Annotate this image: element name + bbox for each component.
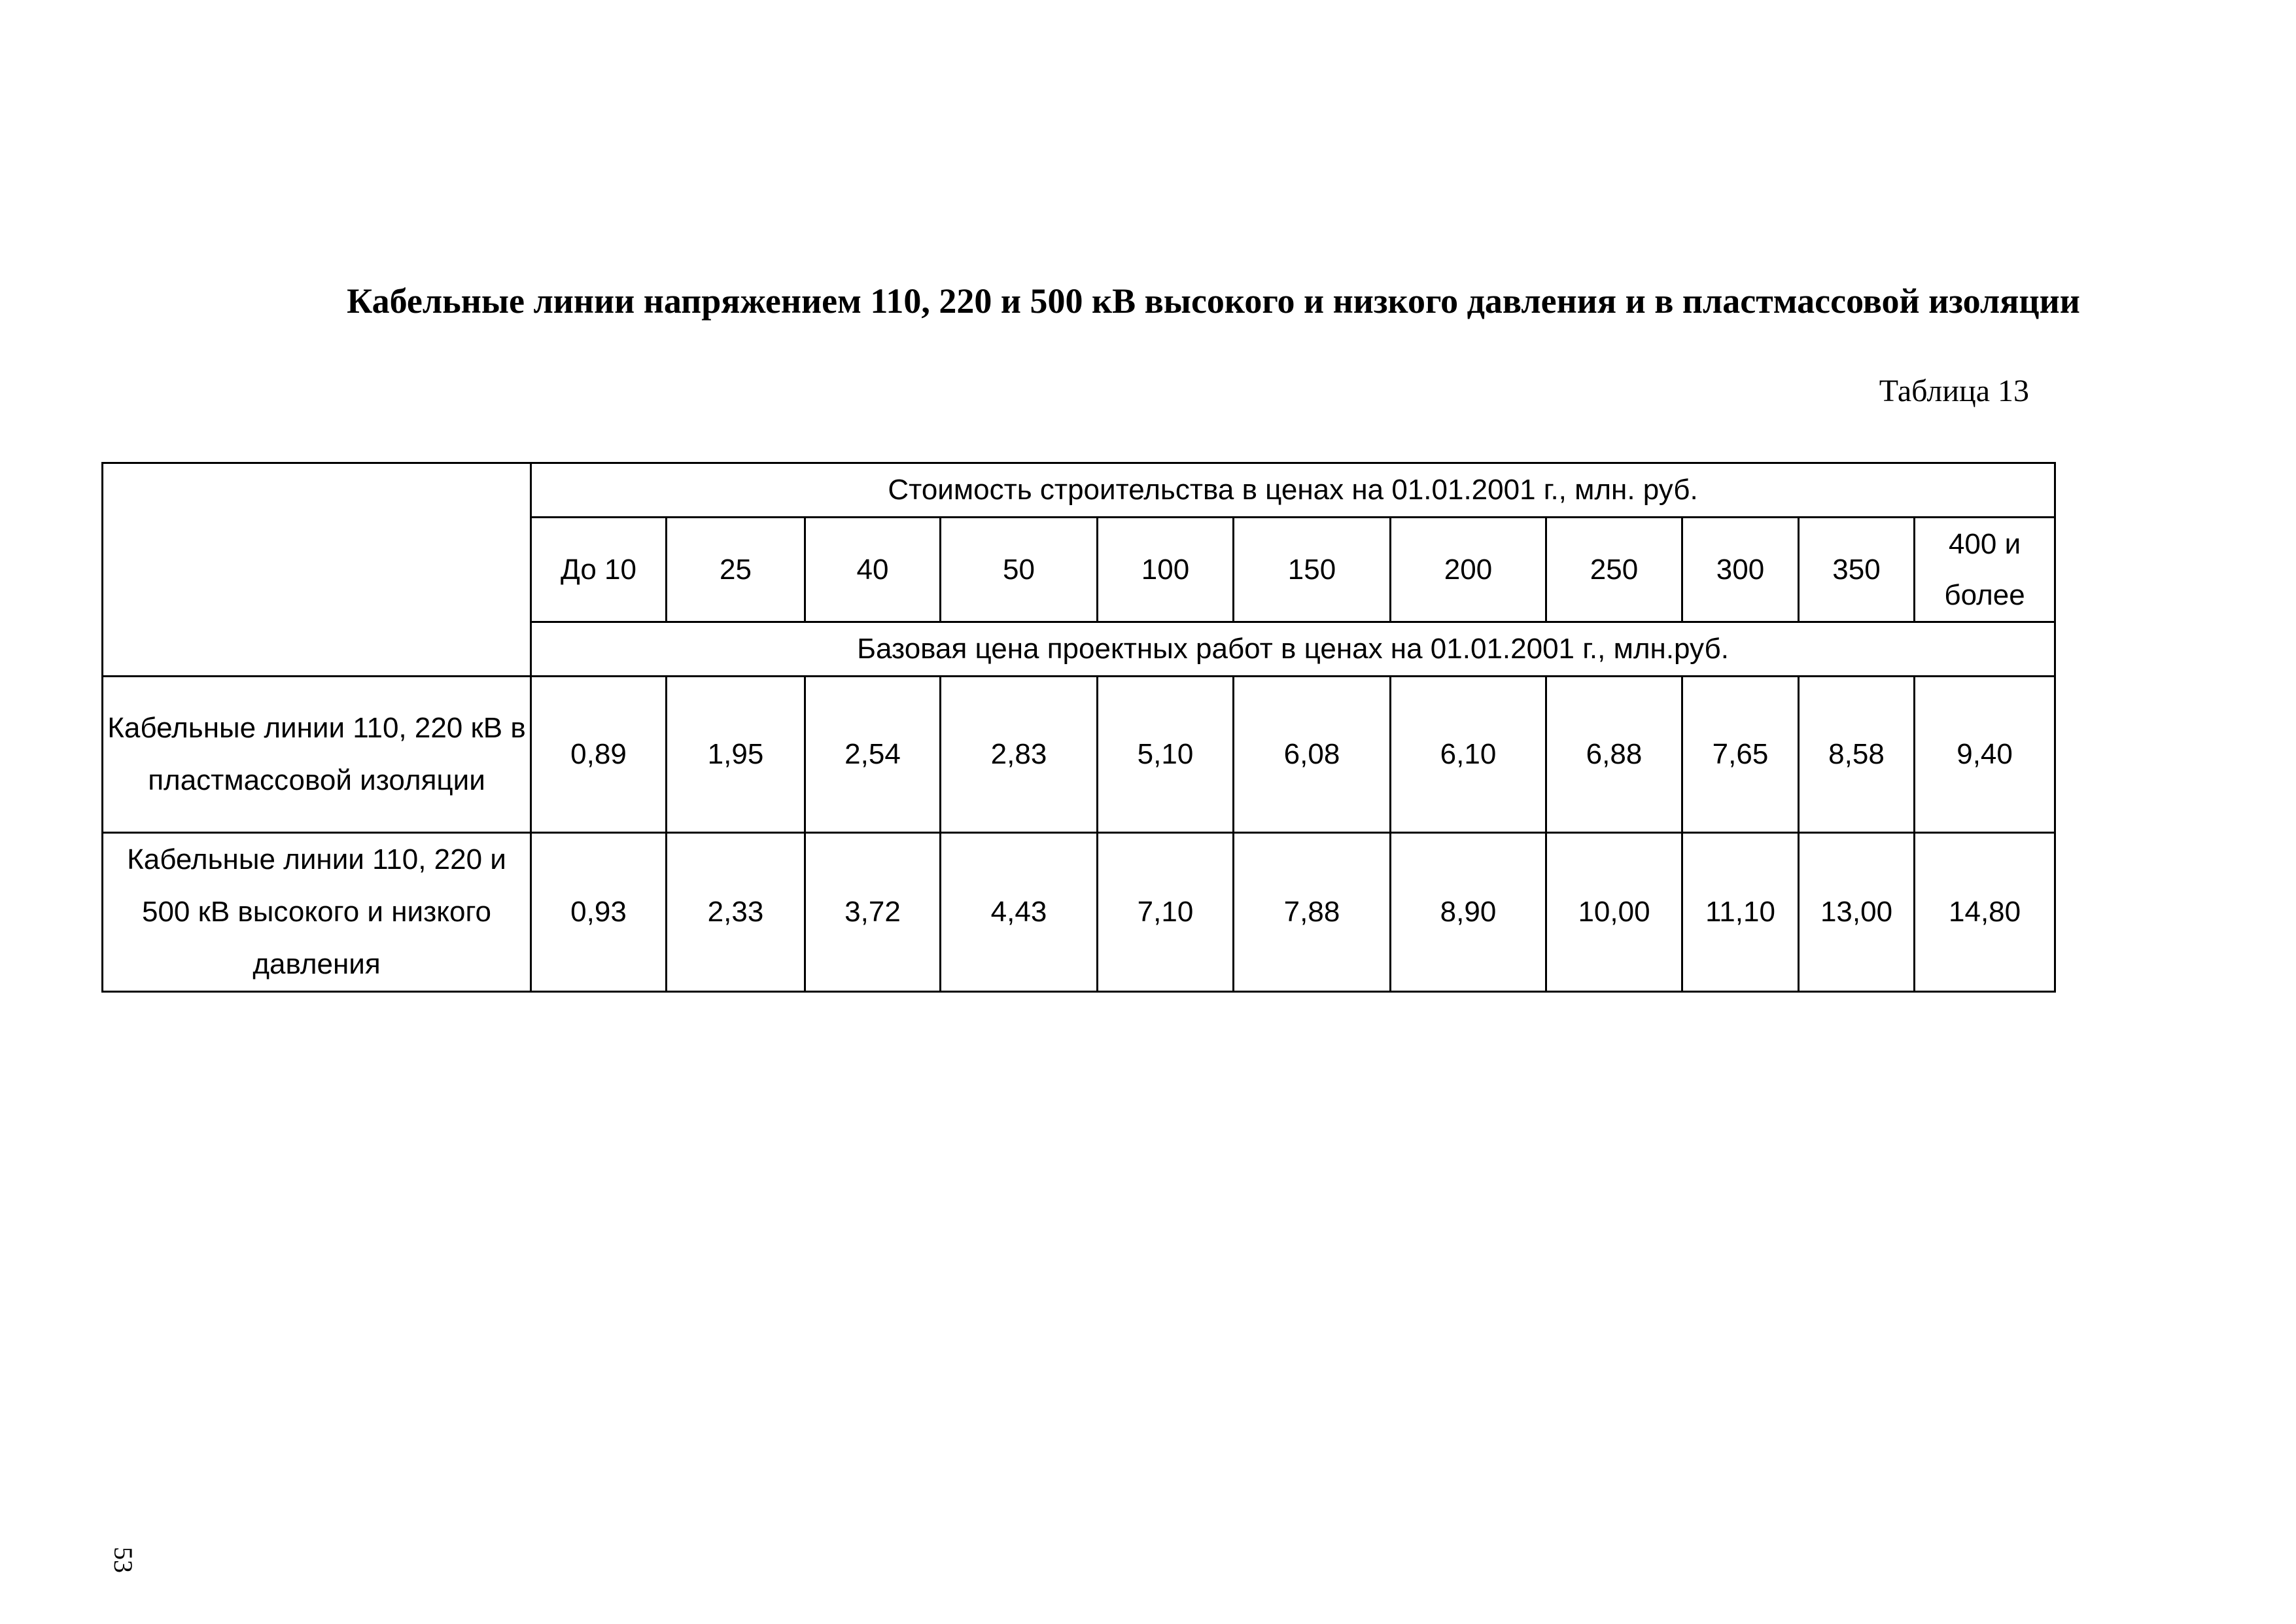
table-cell: 7,88: [1234, 833, 1391, 992]
column-header: 40: [805, 518, 941, 622]
table-cell: 7,65: [1682, 677, 1799, 833]
table-cell: 11,10: [1682, 833, 1799, 992]
table-cell: 4,43: [941, 833, 1098, 992]
table-cell: 1,95: [667, 677, 805, 833]
column-header: До 10: [531, 518, 667, 622]
table-cell: 0,93: [531, 833, 667, 992]
column-header: 50: [941, 518, 1098, 622]
table-cell: 7,10: [1098, 833, 1234, 992]
table-cell: 10,00: [1546, 833, 1682, 992]
table-cell: 2,54: [805, 677, 941, 833]
header-row-top: [103, 463, 2055, 518]
column-header: 300: [1682, 518, 1799, 622]
column-header: 100: [1098, 518, 1234, 622]
page-number: 53: [109, 1547, 138, 1573]
table-cell: 0,89: [531, 677, 667, 833]
column-header: 200: [1391, 518, 1546, 622]
column-header: 250: [1546, 518, 1682, 622]
table-cell: 2,33: [667, 833, 805, 992]
column-header: 150: [1234, 518, 1391, 622]
row-label: Кабельные линии 110, 220 кВ в пластмассовой изоляции: [103, 677, 531, 833]
column-header: 350: [1799, 518, 1915, 622]
table-cell: 5,10: [1098, 677, 1234, 833]
table-cell: 6,88: [1546, 677, 1682, 833]
column-header: 25: [667, 518, 805, 622]
table-cell: 6,10: [1391, 677, 1546, 833]
construction-cost-header: Стоимость строительства в ценах на 01.01.2001 г., млн. руб.: [531, 463, 2055, 518]
base-price-header: Базовая цена проектных работ в ценах на 01.01.2001 г., млн.руб.: [531, 622, 2055, 677]
table-caption: Таблица 13: [1879, 374, 2029, 408]
table-cell: 8,58: [1799, 677, 1915, 833]
column-header: 400 и более: [1915, 518, 2055, 622]
row-label: Кабельные линии 110, 220 и 500 кВ высокого и низкого давления: [103, 833, 531, 992]
table-cell: 13,00: [1799, 833, 1915, 992]
table-cell: 3,72: [805, 833, 941, 992]
corner-empty-cell: [103, 463, 531, 677]
table-cell: 9,40: [1915, 677, 2055, 833]
table-cell: 14,80: [1915, 833, 2055, 992]
document-title: Кабельные линии напряжением 110, 220 и 500 кВ высокого и низкого давления и в пластмассовой изоляции: [347, 281, 2080, 321]
table-cell: 6,08: [1234, 677, 1391, 833]
table-row: [103, 833, 2055, 992]
table-row: [103, 677, 2055, 833]
table-cell: 2,83: [941, 677, 1098, 833]
table-cell: 8,90: [1391, 833, 1546, 992]
price-table: [101, 462, 2056, 993]
